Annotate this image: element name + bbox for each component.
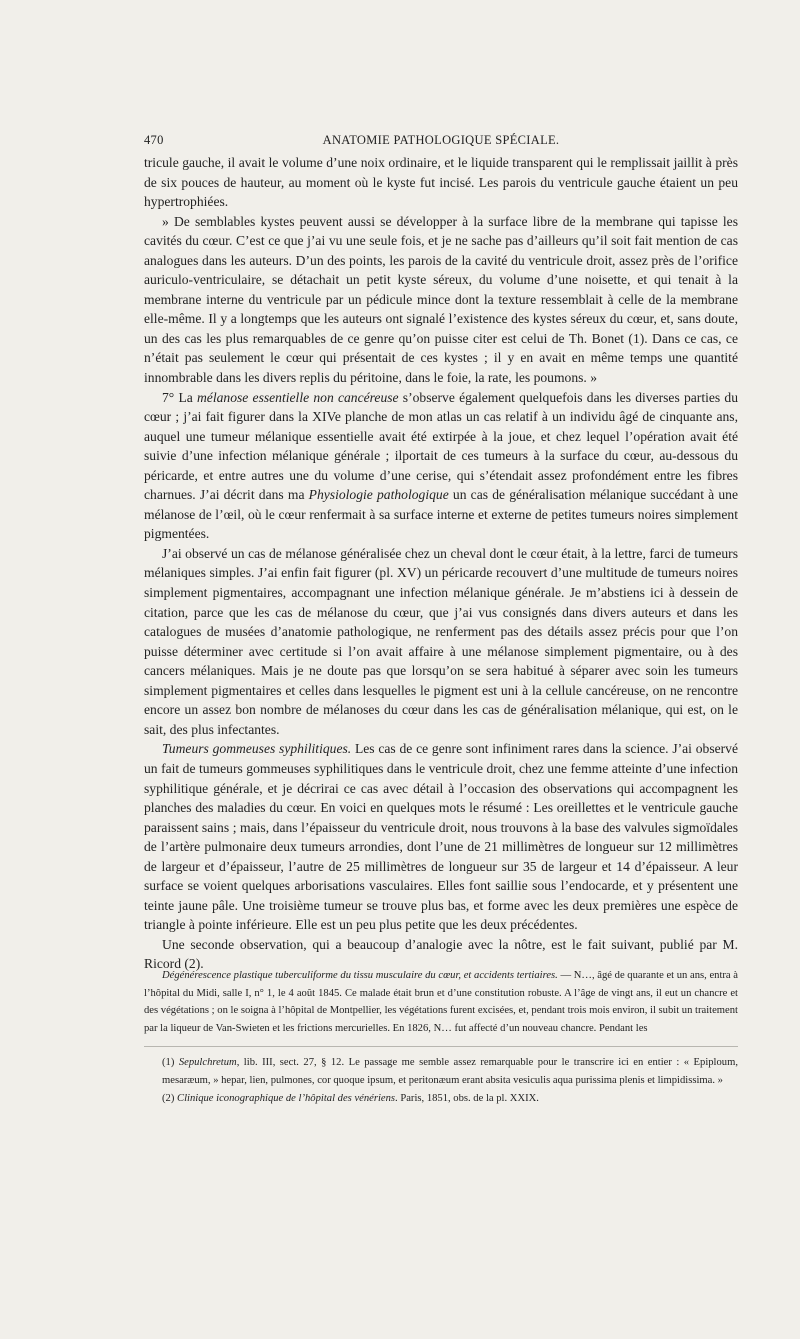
footnotes: [144, 1054, 738, 1108]
paragraph-text: 7° La: [162, 389, 197, 405]
running-title: ANATOMIE PATHOLOGIQUE SPÉCIALE.: [322, 133, 560, 147]
paragraph: [144, 388, 738, 544]
main-text: [144, 153, 738, 974]
italic-term: mélanose essentielle non cancéreuse: [196, 389, 399, 405]
paragraph: J’ai observé un cas de mélanose généralisée chez un cheval dont le cœur était, à la lettre, farci de tumeurs mélaniques simples. J’ai enfin fait figurer (pl. XV) un péricarde recouvert d’une multitude de tumeurs noires simplement pigmentaires, accompagnant une infection mélanique générale. Je m’abstiens ici à dessein de citation, parce que les cas de mélanose du cœur, que j’ai vus consignés dans divers auteurs et dans les catalogues de musées d’anatomie pathologique, ne renferment pas des détails assez précis pour que l’on puisse déterminer avec certitude si l’on avait affaire à une mélanose simplement pigmentaire, ou à des cancers mélaniques. Mais je ne doute pas que lorsqu’on se sera habitué à séparer avec soin les tumeurs simplement pigmentaires et celles dans lesquelles le pigment est uni à la cellule cancéreuse, on ne rencontre encore un assez bon nombre de mélanoses du cœur dans les cas de généralisation mélanique, qui est, on le sait, des plus infectantes.: [144, 545, 738, 737]
observation-block: [144, 967, 738, 1037]
book-title: Physiologie pathologique: [308, 487, 449, 503]
paragraph: [144, 739, 738, 934]
paragraph: Une seconde observation, qui a beaucoup d’analogie avec la nôtre, est le fait suivant, publié par M. Ricord (2).: [144, 936, 738, 972]
page-header: [144, 133, 738, 149]
observation-text: — N…, âgé de quarante et un ans, entra à l’hôpital du Midi, salle I, n° 1, le 4 août 1845. Ce malade était brun et d’une constitution robuste. A l’âge de vingt ans, il eut un chancre et des végétations ; on le soigna à l’hôpital de Montpellier, les végétations furent excisées, et, pendant trois mois environ, il subit un traitement par la liqueur de Van-Swieten et les frictions mercurielles. En 1826, N… fut affecté d’un nouveau chancre. Pendant les: [144, 970, 738, 1034]
paragraph: » De semblables kystes peuvent aussi se développer à la surface libre de la membrane qui tapisse les cavités du cœur. C’est ce que j’ai vu une seule fois, et je ne sache pas d’ailleurs qu’il soit fait mention de cas analogues dans les auteurs. D’un des points, les parois de la cavité du ventricule droit, assez près de l’orifice auriculo-ventriculaire, se détachait un petit kyste séreux, du volume d’une noisette, et qui tenait à la membrane interne du ventricule par un pédicule mince dont la texture ressemblait à celle de la membrane elle-même. Il y a longtemps que les auteurs ont signalé l’existence des kystes séreux du cœur, et, sans doute, un des cas les plus remarquables de ce genre qu’on puisse citer est celui de Th. Bonet (1). Dans ce cas, ce n’était pas seulement le cœur qui présentait de ces kystes ; il y en avait en même temps une quantité innombrable dans les divers replis du péritoine, dans le foie, la rate, les poumons. »: [144, 213, 738, 386]
footnote-mark: (1): [162, 1057, 179, 1068]
paragraph-text: Les cas de ce genre sont infiniment rares dans la science. J’ai observé un fait de tumeurs gommeuses syphilitiques dans le ventricule droit, chez une femme atteinte d’une infection syphilitique générale, et je décrirai ce cas avec détail à l’occasion des observations qui accompagnent les planches des maladies du cœur. En voici en quelques mots le résumé : Les oreillettes et le ventricule gauche paraissent sains ; mais, dans l’épaisseur du ventricule droit, nous trouvons à la base des valvules sigmoïdales de l’artère pulmonaire deux tumeurs arrondies, dont l’une de 21 millimètres de longueur sur 12 millimètres de largeur et d’épaisseur, l’autre de 25 millimètres de longueur sur 35 de largeur et 14 d’épaisseur. A leur surface se voient quelques arborisations vasculaires. Elles font saillie sous l’endocarde, et y présentent une teinte jaune pâle. Une troisième tumeur se trouve plus bas, et forme avec les deux premières une espèce de triangle à pointe inférieure. Elle est un peu plus petite que les deux précédentes.: [144, 741, 738, 933]
paragraph-text: un cas de généralisation mélanique succédant à une mélanose de l’œil, où le cœur renfermait à sa surface interne et externe de petites tumeurs noires simplement pigmentées.: [144, 487, 738, 542]
observation-title: Dégénérescence plastique tuberculiforme du tissu musculaire du cœur, et accidents tertiaires.: [162, 970, 558, 981]
section-term: Tumeurs gommeuses syphilitiques.: [162, 741, 352, 757]
footnote-source: Sepulchretum: [178, 1057, 237, 1068]
paragraph-text: s’observe également quelquefois dans les diverses parties du cœur ; j’ai fait figurer dans la XIVe planche de mon atlas un cas relatif à un individu âgé de cinquante ans, auquel une tumeur mélanique essentielle avait été extirpée à la joue, et chez lequel l’opération avait été suivie d’une infection mélanique générale ; ilportait de ces tumeurs à la surface du cœur, au-dessous du péricarde, et entre autres une du volume d’une cerise, qui s’étendait assez profondément entre les fibres charnues. J’ai décrit dans ma: [144, 389, 738, 503]
footnote-text: . Paris, 1851, obs. de la pl. XXIX.: [395, 1093, 539, 1104]
page-number: 470: [144, 133, 164, 147]
footnote-2: [144, 1090, 738, 1108]
observation-paragraph: [144, 967, 738, 1037]
footnote-text: , lib. III, sect. 27, § 12. Le passage me semble assez remarquable pour le transcrire ici en entier : « Epiploum, mesaræum, » hepar, lien, pulmones, cor quoque ipsum, et peritonæum erant absita vesiculis aqua purissima plenis et limpidissima. »: [162, 1057, 738, 1086]
footnote-divider: [144, 1046, 738, 1047]
paragraph: tricule gauche, il avait le volume d’une noix ordinaire, et le liquide transparent qui le remplissait jaillit à près de six pouces de hauteur, au moment où le kyste fut incisé. Les parois du ventricule gauche étaient un peu hypertrophiées.: [144, 155, 738, 210]
footnote-mark: (2): [162, 1093, 178, 1104]
footnote-1: [144, 1054, 738, 1090]
footnote-source: Clinique iconographique de l’hôpital des vénériens: [177, 1093, 396, 1104]
